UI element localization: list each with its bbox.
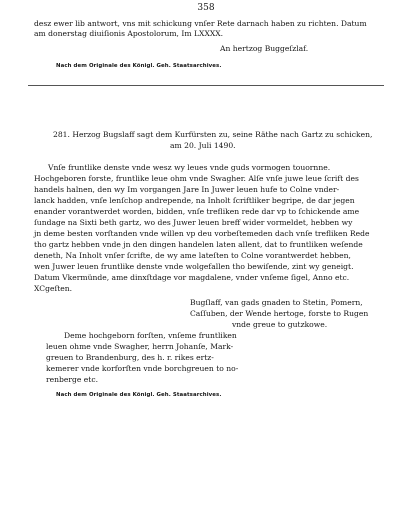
text-line: am donerstag diuiſionis Apostolorum, Im LXXXX. [34, 29, 224, 38]
entry-date: am 20. Juli 1490. [170, 141, 236, 150]
body-line: ſundage na Sixti beth gartz, wo des Juwer leuen breff wider vormeldet, hebben wy [34, 218, 353, 227]
body-line: handels halnen, den wy Im vorgangen Jare In Juwer leuen hufe to Colne vnder- [34, 185, 340, 194]
address-line: renberge etc. [46, 375, 98, 384]
address-line: Deme hochgeborn forſten, vnſeme fruntliken [64, 331, 237, 340]
divider [28, 85, 384, 86]
address-line: leuen ohme vnde Swagher, herrn Johanſe, Mark- [46, 342, 234, 351]
signature-line: Caſſuben, der Wende hertoge, forste to Rugen [190, 309, 369, 318]
body-line: tho gartz hebben vnde jn den dingen handelen laten allent, dat to fruntliken weſende [34, 240, 363, 249]
body-line: jn deme besten vorſtanden vnde willen vp deu vorbeſtemeden dach vnſe trefliken Rede [34, 229, 370, 238]
signature-line: Bugſlaff, van gads gnaden to Stetin, Pomern, [190, 298, 363, 307]
signature-line: vnde greue to gutzkowe. [232, 320, 328, 329]
body-line: Hochgeboren forste, fruntlike leue ohm vnde Swagher. Alſe vnſe juwe leue ſcrift des [34, 174, 359, 183]
address-line: greuen to Brandenburg, des h. r. rikes ertz- [46, 353, 214, 362]
body-line: XCgeſten. [34, 284, 73, 293]
entry-heading: 281. Herzog Bugslaff sagt dem Kurfürsten zu, seine Räthe nach Gartz zu schicken, [53, 130, 373, 139]
text-line: desz ewer lib antwort, vns mit schickung vnſer Rete darnach haben zu richten. Datum [34, 19, 367, 28]
body-line: Vnſe fruntlike denste vnde wesz wy leues vnde guds vormogen touornne. [48, 163, 331, 172]
address-line: kemerer vnde korforſten vnde borchgreuen to no- [46, 364, 239, 373]
body-line: deneth, Na Inholt vnſer ſcrifte, de wy ame lateſten to Colne vorantwerdet hebben, [34, 251, 351, 260]
source-note: Nach dem Originale des Königl. Geh. Staatsarchives. [56, 392, 222, 398]
body-line: lanck hadden, vnſe lenſchop andrepende, na Inholt ſcriftliker begripe, de dar jegen [34, 196, 355, 205]
source-note: Nach dem Originale des Königl. Geh. Staatsarchives. [56, 63, 222, 69]
body-line: Datum Vkermünde, ame dinxſtdage vor magdalene, vnder vnſeme ſigel, Anno etc. [34, 273, 350, 282]
body-line: enander vorantwerdet worden, bidden, vnſe trefliken rede dar vp to ſchickende ame [34, 207, 360, 216]
letter-signature: An hertzog Buggeſzlaf. [220, 44, 309, 53]
body-line: wen Juwer leuen fruntlike denste vnde wolgefallen tho bewiſende, zint wy geneigt. [34, 262, 354, 271]
page-number: 358 [197, 3, 215, 13]
